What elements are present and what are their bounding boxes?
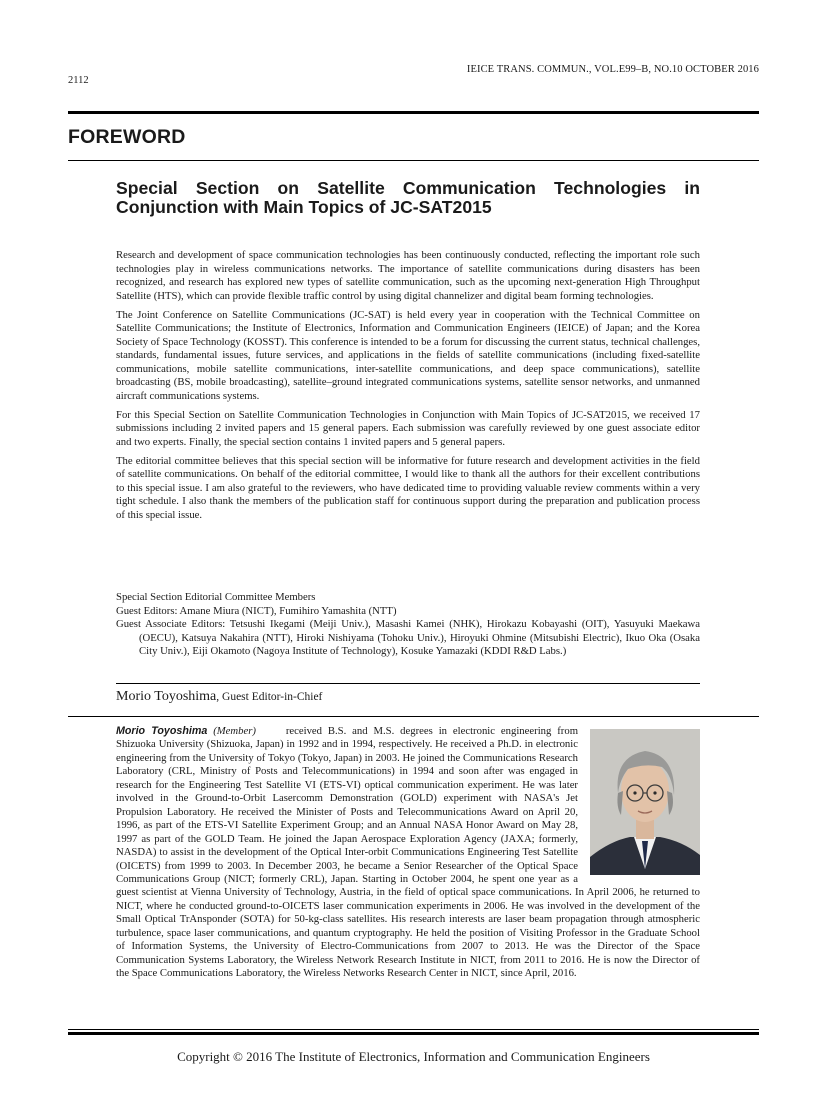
author-biography xyxy=(116,725,700,981)
footer-rule-bottom xyxy=(68,1032,759,1035)
signature-role: , Guest Editor-in-Chief xyxy=(216,691,323,703)
paragraph: For this Special Section on Satellite Communication Technologies in Conjunction with Main Topics of JC-SAT2015, we received 17 submissions including 2 invited papers and 15 general papers. Each submission was carefully reviewed by one guest associate editor and two experts. Finally, the special section contains 1 invited papers and 5 general papers. xyxy=(116,408,700,448)
footer-rule-top xyxy=(68,1029,759,1030)
author-photo xyxy=(590,729,700,875)
foreword-body xyxy=(116,249,700,528)
committee-heading: Special Section Editorial Committee Members xyxy=(116,591,316,603)
paragraph: Research and development of space communication technologies has been continuously conducted, reflecting the important role such technologies play in wireless communications networks. The importance of satellite communications during disasters has been recognized, and research has explored new types of satellite communication, such as the upcoming next-generation High Throughput Satellite (HTS), which can provide flexible traffic control by using digital channelizer and digital beam forming technologies. xyxy=(116,249,700,302)
section-title: Special Section on Satellite Communication Technologies in Conjunction with Main Topics of JC-SAT2015 xyxy=(116,178,700,217)
signature xyxy=(116,689,322,705)
signature-rule xyxy=(116,683,700,684)
guest-editors: Guest Editors: Amane Miura (NICT), Fumihiro Yamashita (NTT) xyxy=(116,604,397,617)
copyright-notice: Copyright © 2016 The Institute of Electronics, Information and Communication Engineers xyxy=(177,1049,650,1064)
paragraph: The editorial committee believes that this special section will be informative for future research and development activities in the field of satellite communications. On behalf of the editorial committee, I would like to thank all the authors for their excellent contributions to this special issue. I am also grateful to the reviewers, who have dedicated time to providing valuable review comments within a very tight schedule. I also thank the members of the publication staff for continuous support during the preparation and publication process of this special issue. xyxy=(116,454,700,521)
bio-membership: (Member) xyxy=(213,725,256,737)
editorial-committee xyxy=(116,591,700,659)
bio-text: received B.S. and M.S. degrees in electronic engineering from Shizuoka University (Shizuoka, Japan) in 1992 and in 1994, respectively. He received a Ph.D. in electronic engineering from the University of Tokyo (Tokyo, Japan) in 2003. He joined the Communications Research Laboratory (CRL, Ministry of Posts and Telecommunications) in 1994 and soon after was engaged in research for the Engineering Test Satellite VI (ETS-VI) optical communication experiment. He was later involved in the Ground-to-Orbit Lasercomm Demonstration (GOLD) experiment with NASA's Jet Propulsion Laboratory. He received the Minister of Posts and Telecommunications Award on April 20, 1996, as part of the ETS-VI Satellite Experiment Group; and an Annual NASA Honor Award on May 28, 1997 as part of the GOLD Team. He joined the Japan Aerospace Exploration Agency (JAXA; formerly, NASDA) to assist in the development of the Optical Inter-orbit Communications Engineering Test Satellite (OICETS) from 1999 to 2003. In December 2003, he became a Senior Researcher of the Optical Space Communications Group (NICT; formerly CRL), Japan. Starting in October 2004, he spent one year as a guest scientist at Vienna University of Technology, Austria, in the field of optical space communications. In April 2006, he returned to NICT, where he conducted ground-to-OICETS laser communication experiments in 2006. He was involved in the development of the Small Optical TrAnsponder (SOTA) for 50-kg-class satellites. His research interests are laser beam propagation through atmospheric turbulence, space laser communications, and quantum cryptography. He held the position of Visiting Professor in the Graduate School of Information Systems, the University of Electro-Communications from 2007 to 2013. He was the Director of the Space Communication Systems Laboratory, the Wireless Network Research Institute in NICT, from 2011 to 2016. He is now the Director of the Space Communications Laboratory, the Wireless Networks Research Center in NICT, since April, 2016. xyxy=(116,725,700,980)
foreword-rule xyxy=(68,160,759,161)
journal-reference: IEICE TRANS. COMMUN., VOL.E99–B, NO.10 OCTOBER 2016 xyxy=(466,64,759,75)
foreword-heading: FOREWORD xyxy=(68,126,186,148)
guest-associate-editors: Guest Associate Editors: Tetsushi Ikegami (Meiji Univ.), Masashi Kamei (NHK), Hirokazu Kobayashi (OIT), Yasuyuki Maekawa (OECU), Katsuya Nakahira (NTT), Hiroki Nishiyama (Tohoku Univ.), Hiroyuki Ohmine (Mitsubishi Electric), Ikuo Oka (Osaka City Univ.), Eiji Okamoto (Nagoya Institute of Technology), Kosuke Yamazaki (KDDI R&D Labs.) xyxy=(116,618,700,657)
signature-name: Morio Toyoshima xyxy=(116,689,217,704)
bio-author-name: Morio Toyoshima xyxy=(116,725,208,737)
page-number: 2112 xyxy=(68,75,89,86)
paragraph: The Joint Conference on Satellite Communications (JC-SAT) is held every year in cooperation with the Technical Committee on Satellite Communications; the Institute of Electronics, Information and Communication Engineers (IEICE) of Japan; and the Korea Society of Space Technology (KOSST). This conference is intended to be a forum for discussing the current status, technical challenges, standards, fundamental issues, future services, and applications in the fields of satellite communications (including fixed-satellite communications, mobile satellite communications, inter-satellite communications, and deep space communications), satellite broadcasting (BS, mobile broadcasting), satellite–ground integrated communications systems, satellite sensor networks, and unmanned aircraft communications systems. xyxy=(116,308,700,402)
bio-rule xyxy=(68,716,759,717)
top-rule xyxy=(68,111,759,114)
